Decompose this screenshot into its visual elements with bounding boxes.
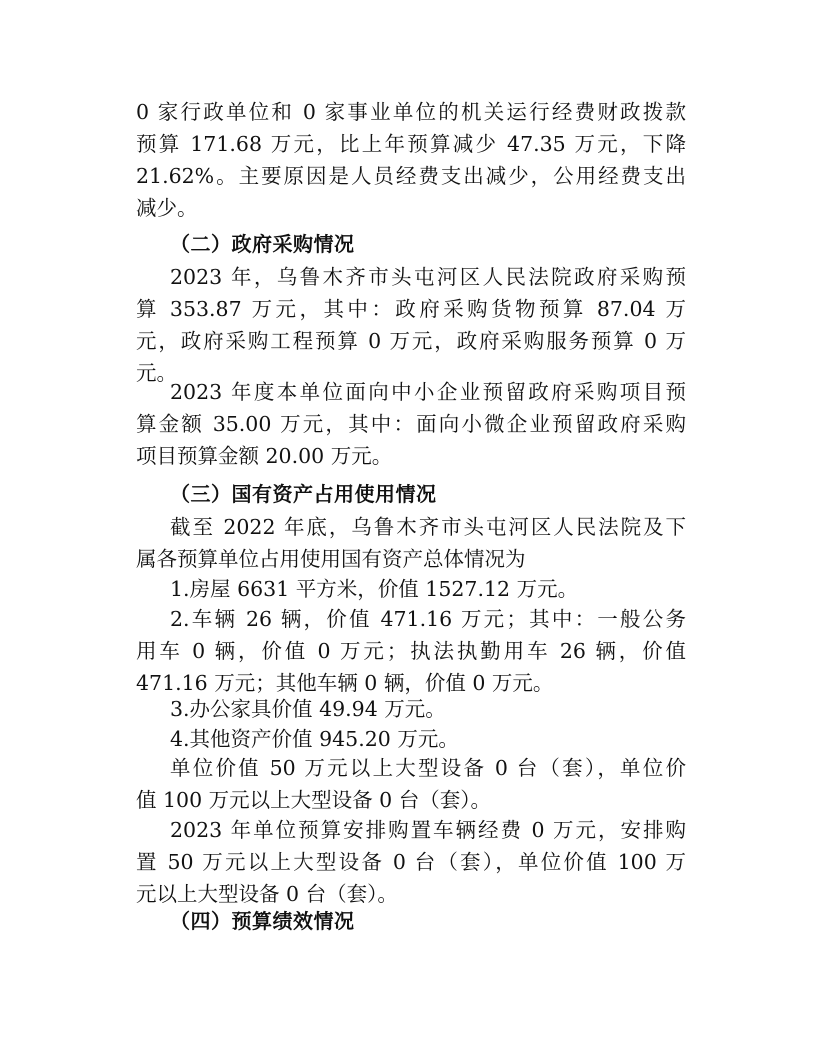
text-line: 元，政府采购工程预算 0 万元，政府采购服务预算 0 万 (136, 329, 686, 353)
text-line: 置 50 万元以上大型设备 0 台（套），单位价值 100 万 (136, 850, 686, 874)
text-line: 减少。 (136, 196, 198, 220)
section-heading-procurement: （二）政府采购情况 (170, 232, 355, 256)
section-heading-assets: （三）国有资产占用使用情况 (170, 482, 437, 506)
text-line: 项目预算金额 20.00 万元。 (136, 444, 393, 468)
text-line: 用车 0 辆，价值 0 万元；执法执勤用车 26 辆，价值 (136, 639, 686, 663)
asset-item-furniture: 3.办公家具价值 49.94 万元。 (170, 697, 446, 721)
text-line: 单位价值 50 万元以上大型设备 0 台（套），单位价 (170, 756, 686, 780)
text-line: 0 家行政单位和 0 家事业单位的机关运行经费财政拨款 (136, 100, 686, 124)
text-line: 值 100 万元以上大型设备 0 台（套）。 (136, 788, 491, 812)
text-line: 2.车辆 26 辆，价值 471.16 万元；其中：一般公务 (170, 607, 686, 631)
text-line: 属各预算单位占用使用国有资产总体情况为 (136, 547, 526, 571)
text-line: 元。 (136, 361, 177, 385)
text-line: 截至 2022 年底，乌鲁木齐市头屯河区人民法院及下 (170, 515, 686, 539)
text-line: 预算 171.68 万元，比上年预算减少 47.35 万元，下降 (136, 132, 686, 156)
section-heading-performance: （四）预算绩效情况 (170, 909, 355, 933)
text-line: 算 353.87 万元，其中：政府采购货物预算 87.04 万 (136, 297, 686, 321)
text-line: 算金额 35.00 万元，其中：面向小微企业预留政府采购 (136, 412, 686, 436)
asset-item-other: 4.其他资产价值 945.20 万元。 (170, 727, 459, 751)
asset-item-buildings: 1.房屋 6631 平方米，价值 1527.12 万元。 (170, 577, 579, 601)
text-line: 元以上大型设备 0 台（套）。 (136, 882, 398, 906)
text-line: 2023 年，乌鲁木齐市头屯河区人民法院政府采购预 (170, 265, 686, 289)
text-line: 21.62%。主要原因是人员经费支出减少，公用经费支出 (136, 164, 686, 188)
text-line: 471.16 万元；其他车辆 0 辆，价值 0 万元。 (136, 671, 554, 695)
text-line: 2023 年单位预算安排购置车辆经费 0 万元，安排购 (170, 818, 686, 842)
text-line: 2023 年度本单位面向中小企业预留政府采购项目预 (170, 380, 686, 404)
